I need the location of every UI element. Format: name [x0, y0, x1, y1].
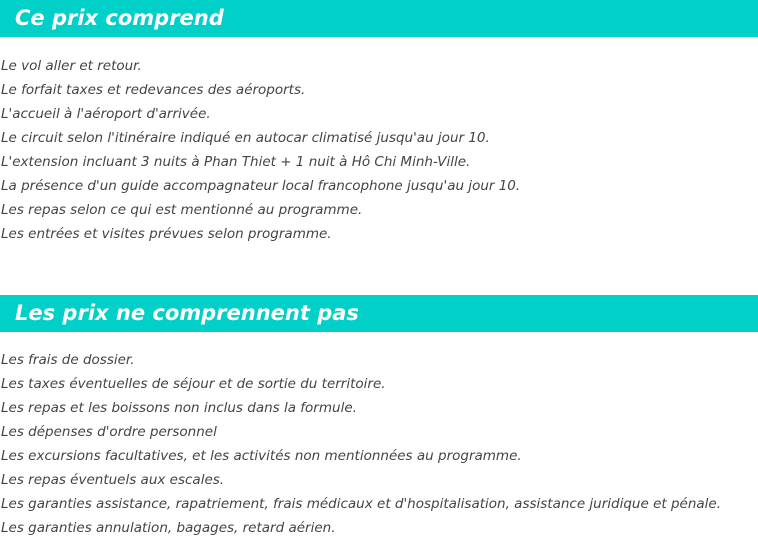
excluded-section	[0, 295, 758, 540]
excluded-banner	[0, 295, 758, 332]
excluded-item: Les frais de dossier.	[1, 352, 135, 368]
included-item: Les repas selon ce qui est mentionné au programme.	[1, 202, 363, 218]
included-item: Le circuit selon l'itinéraire indiqué en autocar climatisé jusqu'au jour 10.	[1, 130, 490, 146]
included-list	[0, 54, 758, 246]
included-banner	[0, 0, 758, 37]
included-item: La présence d'un guide accompagnateur local francophone jusqu'au jour 10.	[1, 178, 521, 194]
excluded-item: Les excursions facultatives, et les activités non mentionnées au programme.	[1, 448, 522, 464]
excluded-item: Les repas éventuels aux escales.	[1, 472, 225, 488]
included-item: L'extension incluant 3 nuits à Phan Thiet + 1 nuit à Hô Chi Minh-Ville.	[1, 154, 471, 170]
excluded-list	[0, 348, 758, 540]
included-item: Le vol aller et retour.	[1, 58, 142, 74]
excluded-item: Les dépenses d'ordre personnel	[1, 424, 217, 440]
included-item: Les entrées et visites prévues selon programme.	[1, 226, 332, 242]
excluded-title: Les prix ne comprennent pas	[15, 301, 359, 325]
included-item: Le forfait taxes et redevances des aéroports.	[1, 82, 306, 98]
excluded-item: Les taxes éventuelles de séjour et de sortie du territoire.	[1, 376, 386, 392]
included-item: L'accueil à l'aéroport d'arrivée.	[1, 106, 211, 122]
included-title: Ce prix comprend	[15, 6, 224, 30]
excluded-item: Les garanties annulation, bagages, retard aérien.	[1, 520, 336, 536]
excluded-item: Les repas et les boissons non inclus dans la formule.	[1, 400, 357, 416]
included-section	[0, 0, 758, 246]
excluded-item: Les garanties assistance, rapatriement, frais médicaux et d'hospitalisation, assistance juridique et pénale.	[1, 496, 722, 512]
